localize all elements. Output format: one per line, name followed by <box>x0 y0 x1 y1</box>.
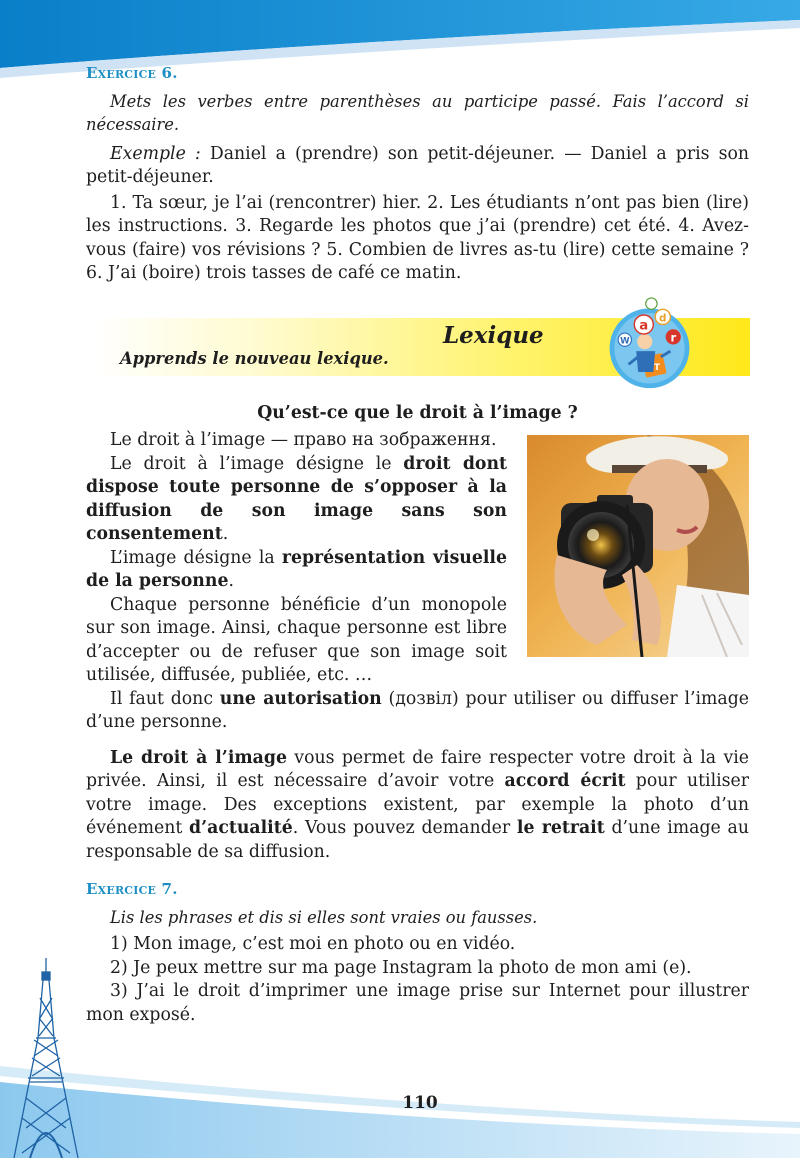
text-run: d’une image au responsable de sa diffusion. <box>86 818 749 862</box>
exercise-7-item: 1) Mon image, c’est moi en photo ou en vidéo. <box>110 934 516 954</box>
exercise-7-item: 3) J’ai le droit d’imprimer une image prise sur Internet pour illustrer mon exposé. <box>86 981 749 1025</box>
text-run: . <box>228 571 234 591</box>
text-run: pour utiliser votre image. Des exceptions existent, par exemple la photo d’un événement <box>86 771 749 838</box>
text-run: L’image désigne la <box>110 547 282 568</box>
photographer-photo <box>527 435 749 657</box>
page-number: 110 <box>402 1093 438 1113</box>
authorization-paragraph <box>86 688 749 735</box>
exercise-6-instruction: Mets les verbes entre parenthèses au participe passé. Fais l’accord si nécessaire. <box>86 91 749 134</box>
text-run: Il faut donc <box>110 688 220 709</box>
lexique-subtitle: Apprends le nouveau lexique. <box>120 348 389 368</box>
bold-representation: représentation visuelle de la personne <box>86 547 507 591</box>
letter-a: a <box>639 317 649 333</box>
exercise-6-label: Exercice 6. <box>86 64 178 82</box>
bold-droit-image: Le droit à l’image <box>110 747 287 768</box>
definition-translation: Le droit à l’image — право на зображення. <box>110 430 497 450</box>
spacer <box>86 735 749 747</box>
bold-authorization: une autorisation <box>219 688 382 709</box>
example-text: Daniel a (prendre) son petit-déjeuner. — Daniel a pris son petit-déjeuner. <box>86 143 749 187</box>
exercise-6-example <box>86 143 749 190</box>
text-run: Le droit à l’image désigne le <box>110 453 404 474</box>
page-content <box>86 62 749 1027</box>
text-run: . Vous pouvez demander <box>292 818 517 838</box>
text-run: (дозвіл) pour utiliser ou diffuser l’image d’une personne. <box>86 688 749 732</box>
alphabet-character-icon <box>602 296 697 391</box>
example-label: Exemple : <box>110 143 201 164</box>
letter-w: W <box>620 336 630 346</box>
exercise-7-instruction: Lis les phrases et dis si elles sont vraies ou fausses. <box>110 907 538 927</box>
letter-d: d <box>659 312 667 325</box>
bold-retrait: le retrait <box>516 818 605 838</box>
section-title: Qu’est-ce que le droit à l’image ? <box>257 402 578 423</box>
monopoly-paragraph: Chaque personne bénéficie d’un monopole sur son image. Ainsi, chaque personne est libre d’accepter ou de refuser que son image soit utilisée, diffusée, publiée, etc. … <box>86 594 507 685</box>
lexique-title: Lexique <box>443 321 544 349</box>
exercise-7-item: 2) Je peux mettre sur ma page Instagram la photo de mon ami (e). <box>110 957 692 978</box>
exercise-6-items: 1. Ta sœur, je l’ai (rencontrer) hier. 2. Les étudiants n’ont pas bien (lire) les instructions. 3. Regarde les photos que j’ai (prendre) cet été. 4. Avez-vous (faire) vos révisions ? 5. Combien de livres as-tu (lire) cette semaine ? 6. J’ai (boire) trois tasses de café ce matin. <box>86 192 749 283</box>
eiffel-tower-icon <box>0 958 100 1158</box>
privacy-paragraph <box>86 747 749 865</box>
bold-definition: droit dont dispose toute personne de s’opposer à la diffusion de son image sans son consentement <box>86 453 507 544</box>
text-run: . <box>222 524 229 544</box>
lexique-banner <box>86 312 749 376</box>
letter-t: T <box>654 362 661 373</box>
exercise-7-label: Exercice 7. <box>86 880 178 898</box>
bold-actualite: d’actualité <box>189 818 293 838</box>
text-run: vous permet de faire respecter votre droit à la vie privée. Ainsi, il est nécessaire d’avoir votre <box>86 747 749 791</box>
letter-r: r <box>670 330 677 345</box>
bold-accord: accord écrit <box>504 771 626 791</box>
